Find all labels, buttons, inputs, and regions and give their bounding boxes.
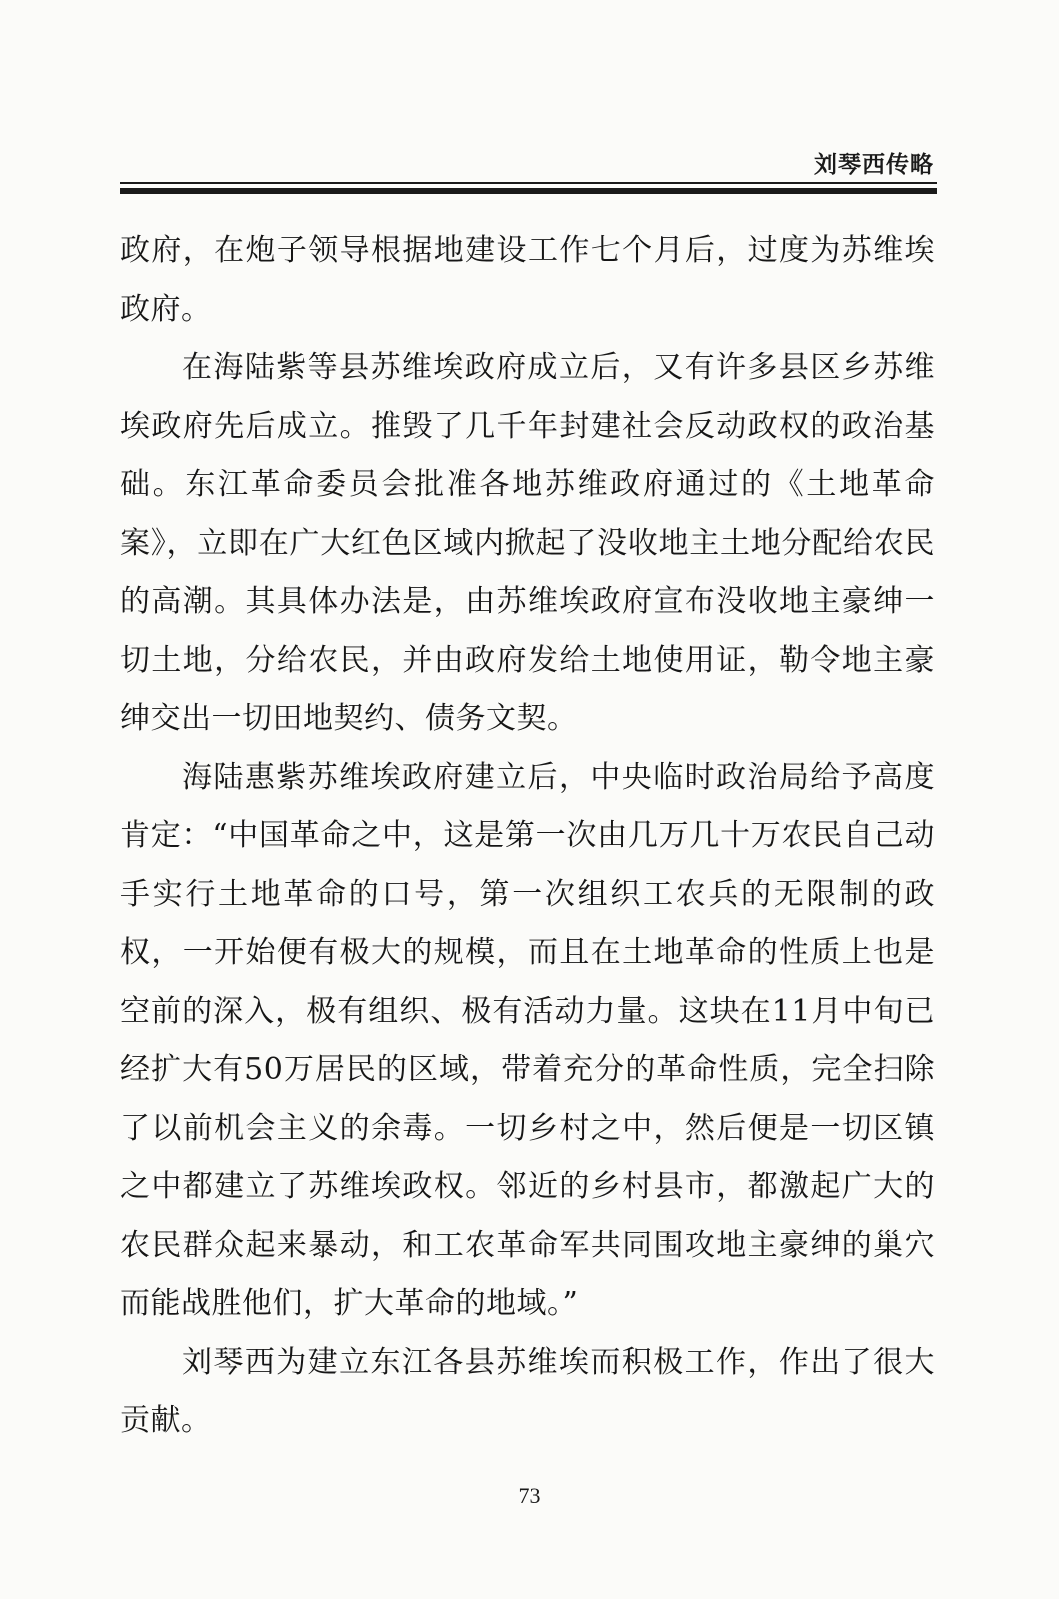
header-rule-thin (120, 182, 937, 184)
running-head: 刘琴西传略 (814, 152, 934, 178)
body-text (120, 222, 935, 1451)
paragraph-continuation: 政府，在炮子领导根据地建设工作七个月后，过度为苏维埃政府。 (120, 233, 935, 327)
paragraph-central-politburo-quote: 海陆惠紫苏维埃政府建立后，中央临时政治局给予高度肯定：“中国革命之中，这是第一次由几万几十万农民自己动手实行土地革命的口号，第一次组织工农兵的无限制的政权，一开始便有极大的规模，而且在土地革命的性质上也是空前的深入，极有组织、极有活动力量。这块在11月中旬已经扩大有50万居民的区域，带着充分的革命性质，完全扫除了以前机会主义的余毒。一切乡村之中，然后便是一切区镇之中都建立了苏维埃政权。邻近的乡村县市，都激起广大的农民群众起来暴动，和工农革命军共同围攻地主豪绅的巢穴而能战胜他们，扩大革命的地域。” (120, 759, 935, 1321)
page-number: 73 (518, 1483, 541, 1508)
paragraph-soviet-establishment: 在海陆紫等县苏维埃政府成立后，又有许多县区乡苏维埃政府先后成立。推毁了几千年封建社会反动政权的政治基础。东江革命委员会批准各地苏维政府通过的《土地革命案》，立即在广大红色区域内掀起了没收地主土地分配给农民的高潮。其具体办法是，由苏维埃政府宣布没收地主豪绅一切土地，分给农民，并由政府发给土地使用证，勒令地主豪绅交出一切田地契约、债务文契。 (120, 350, 935, 736)
header-rule-thick (120, 188, 937, 194)
paragraph-contribution: 刘琴西为建立东江各县苏维埃而积极工作，作出了很大贡献。 (120, 1344, 935, 1438)
